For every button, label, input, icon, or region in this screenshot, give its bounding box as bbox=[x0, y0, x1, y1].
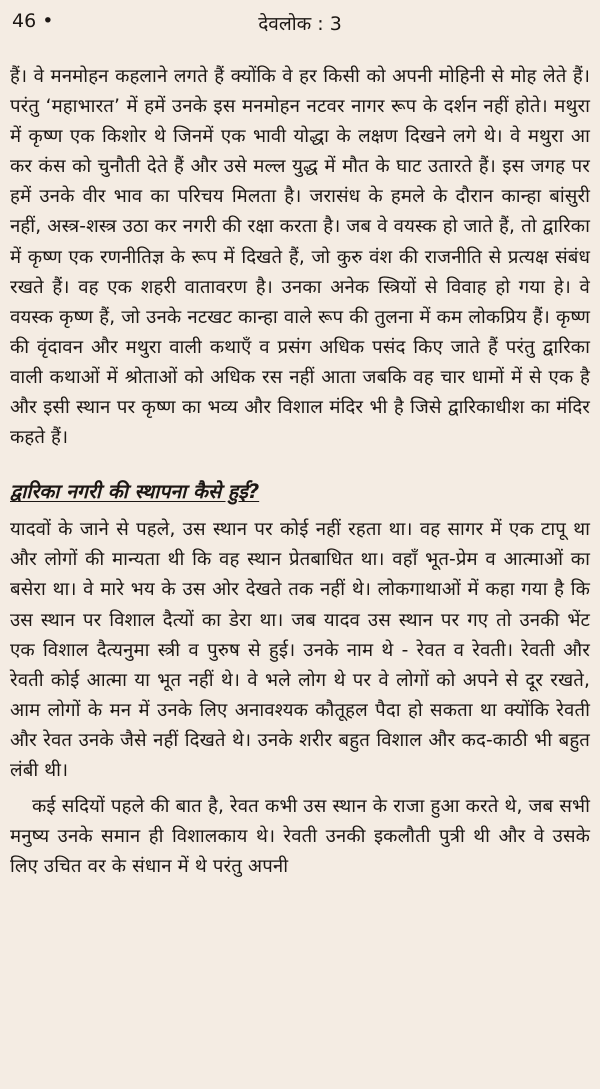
running-title: देवलोक : 3 bbox=[258, 13, 342, 35]
paragraph: हैं। वे मनमोहन कहलाने लगते हैं क्योंकि वे हर किसी को अपनी मोहिनी से मोह लेते हैं। परंतु ‘महाभारत’ में हमें उनके इस मनमोहन नटवर नागर रूप के दर्शन नहीं होते। मथुरा में कृष्ण एक किशोर थे जिनमें एक भावी योद्धा के लक्षण दिखने लगे थे। वे मथुरा आ कर कंस को चुनौती देते हैं और उसे मल्ल युद्ध में मौत के घाट उतारते हैं। इस जगह पर हमें उनके वीर भाव का परिचय मिलता है। जरासंध के हमले के दौरान कान्हा बांसुरी नहीं, अस्त्र-शस्त्र उठा कर नगरी की रक्षा करता है। जब वे वयस्क हो जाते हैं, तो द्वारिका में कृष्ण एक रणनीतिज्ञ के रूप में दिखते हैं, जो कुरु वंश की राजनीति से प्रत्यक्ष संबंध रखते हैं। वह एक शहरी वातावरण है। उनका अनेक स्त्रियों से विवाह हो गया हे। वे वयस्क कृष्ण हैं, जो उनके नटखट कान्हा वाले रूप की तुलना में कम लोकप्रिय हैं। कृष्ण की वृंदावन और मथुरा वाली कथाएँ व प्रसंग अधिक पसंद किए जाते हैं परंतु द्वारिका वाली कथाओं में श्रोताओं को अधिक रस नहीं आता जबकि वह चार धामों में से एक है और इसी स्थान पर कृष्ण का भव्य और विशाल मंदिर भी है जिसे द्वारिकाधीश का मंदिर कहते हैं। bbox=[10, 66, 590, 449]
paragraph: यादवों के जाने से पहले, उस स्थान पर कोई नहीं रहता था। वह सागर में एक टापू था और लोगों की मान्यता थी कि वह स्थान प्रेतबाधित था। वहाँ भूत-प्रेम व आत्माओं का बसेरा था। वे मारे भय के उस ओर देखते तक नहीं थे। लोकगाथाओं में कहा गया है कि उस स्थान पर विशाल दैत्यों का डेरा था। जब यादव उस स्थान पर गए तो उनकी भेंट एक विशाल दैत्यनुमा स्त्री व पुरुष से हुई। उनके नाम थे - रेवत व रेवती। रेवती और रेवती कोई आत्मा या भूत नहीं थे। वे भले लोग थे पर वे लोगों को अपने से दूर रखते, आम लोगों के मन में उनके लिए अनावश्यक कौतूहल पैदा हो सकता था क्योंकि रेवती और रेवत उनके जैसे नहीं दिखते थे। उनके शरीर बहुत विशाल और कद-काठी भी बहुत लंबी थी। bbox=[10, 519, 590, 781]
running-head bbox=[12, 10, 588, 36]
page-number: 46 • bbox=[12, 10, 54, 32]
section-heading: द्वारिका नगरी की स्थापना कैसे हुई? bbox=[10, 480, 260, 504]
body-text bbox=[10, 62, 590, 882]
paragraph: कई सदियों पहले की बात है, रेवत कभी उस स्थान के राजा हुआ करते थे, जब सभी मनुष्य उनके समान ही विशालकाय थे। रेवती उनकी इकलौती पुत्री थी और वे उसके लिए उचित वर के संधान में थे परंतु अपनी bbox=[10, 796, 590, 878]
